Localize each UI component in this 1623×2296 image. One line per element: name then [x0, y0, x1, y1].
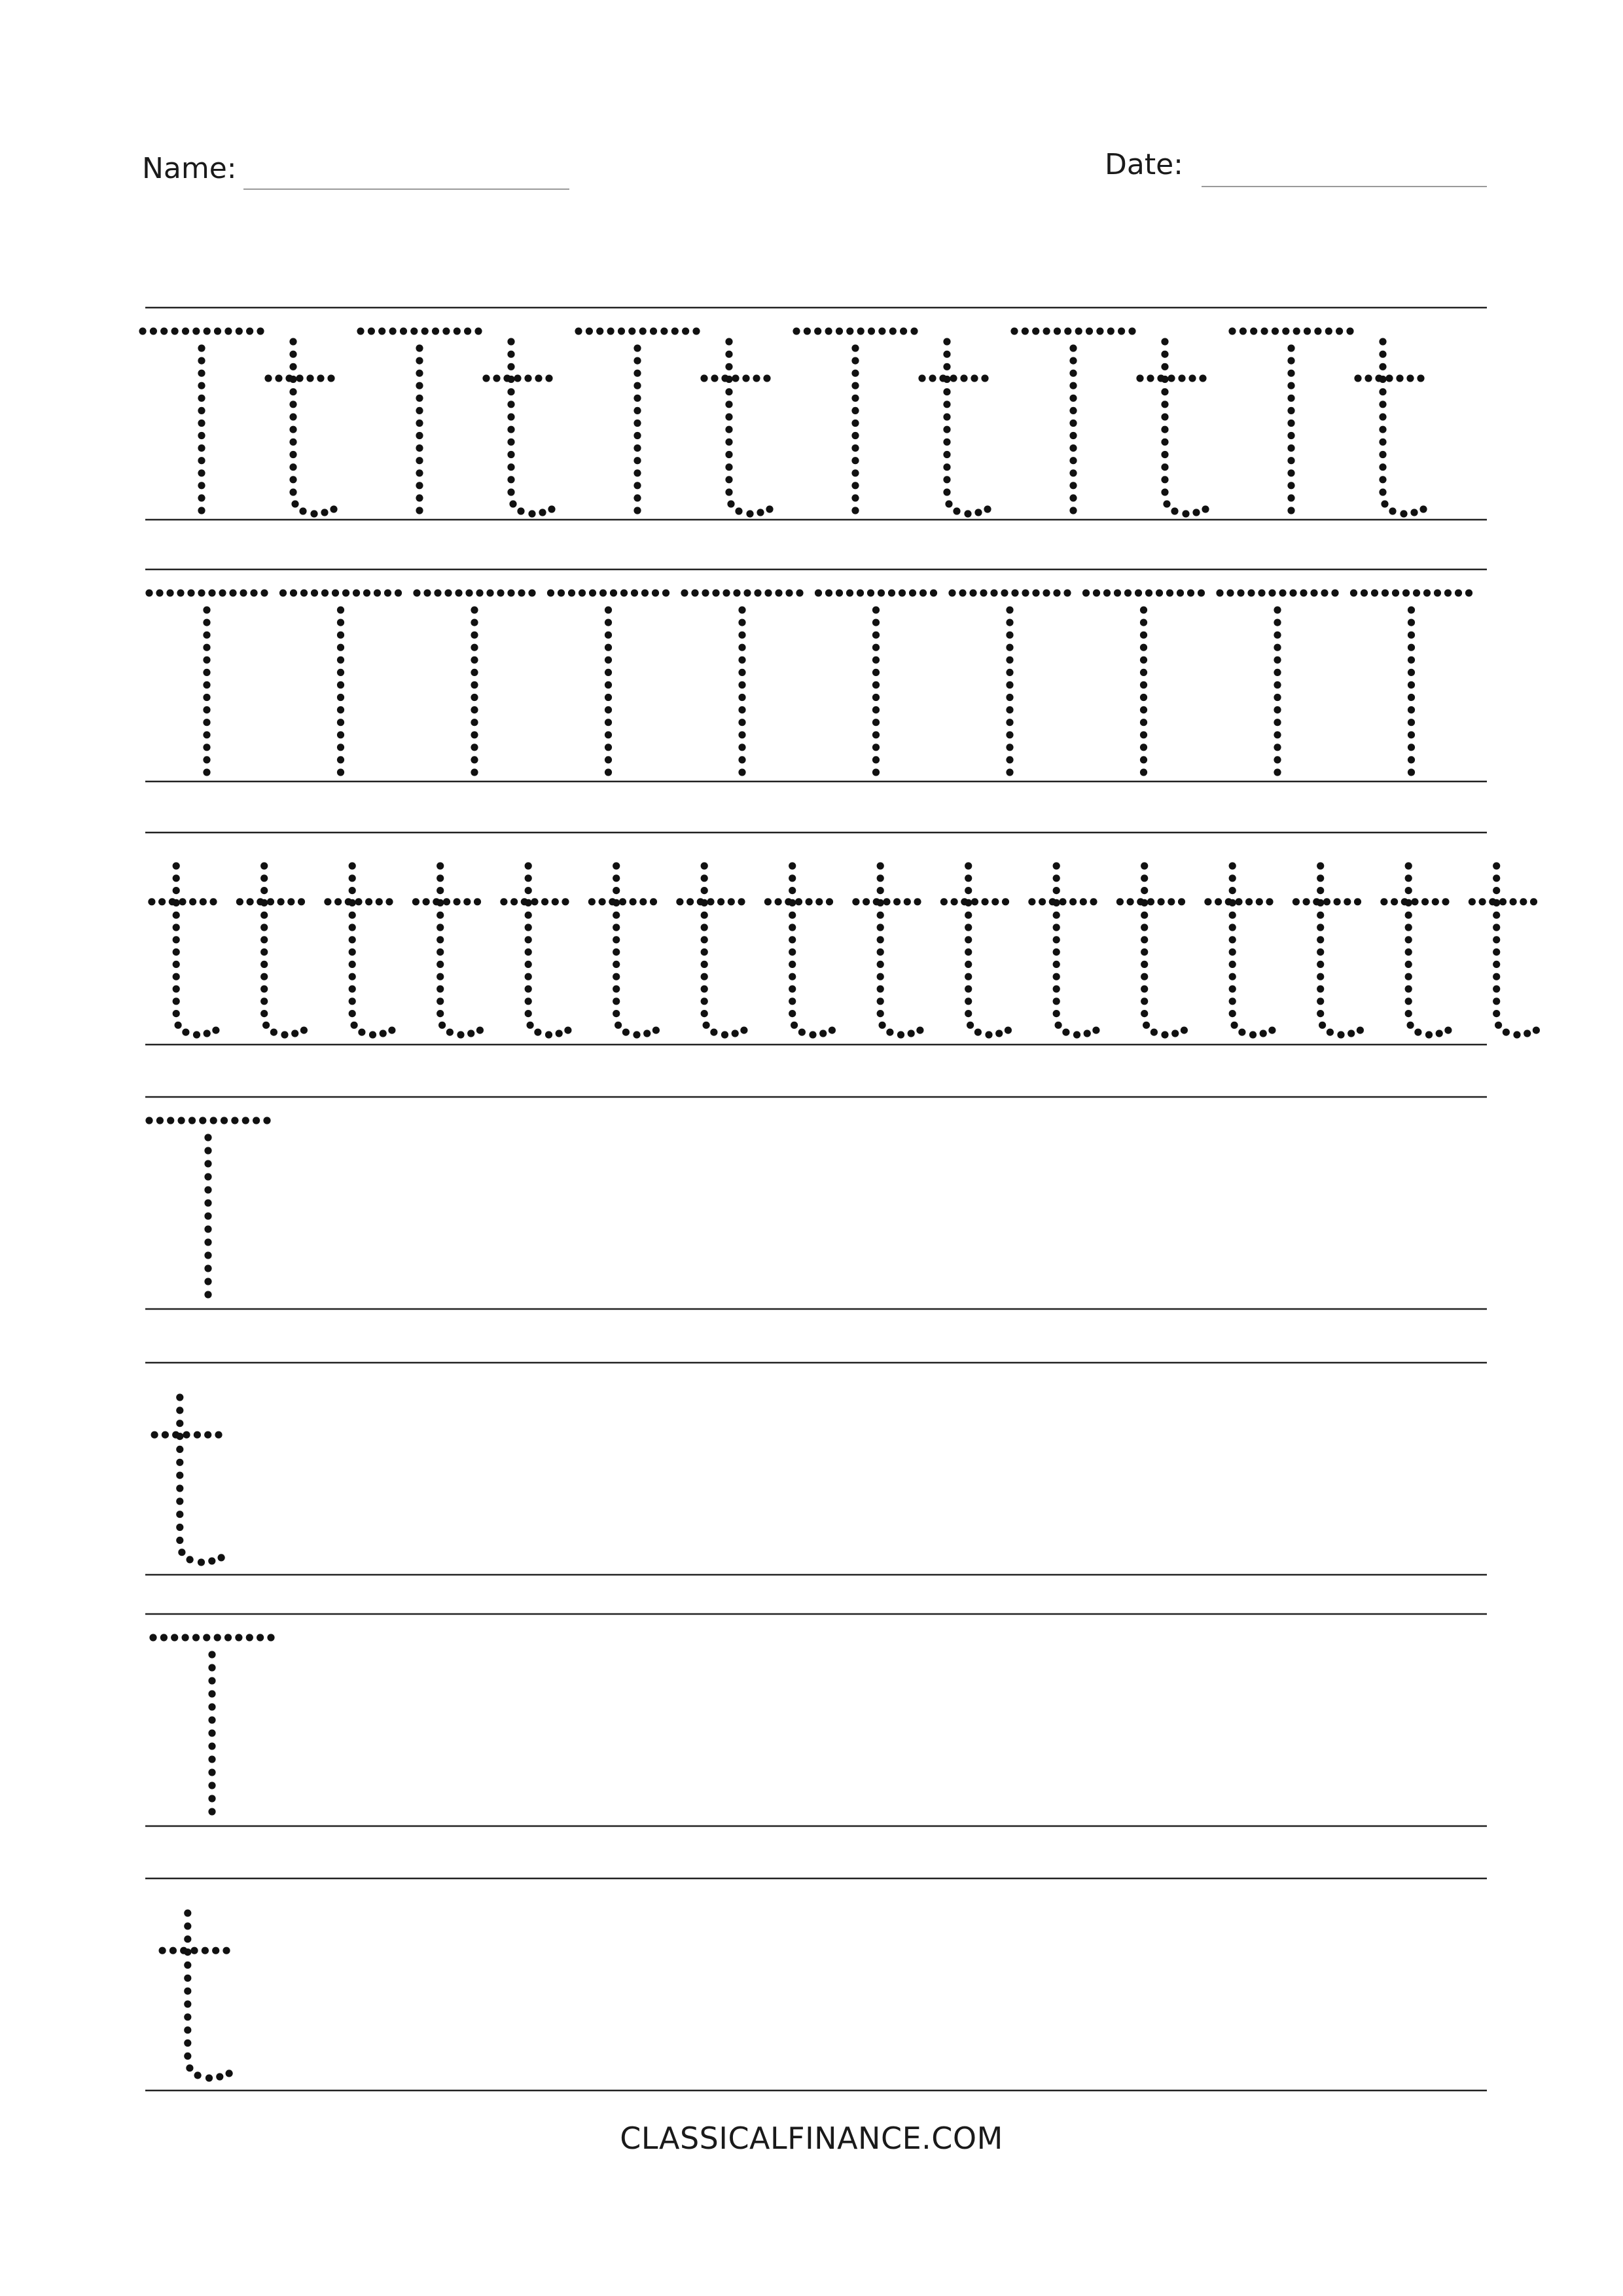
- practice-row: [145, 1878, 1487, 2090]
- dotted-letter-lowercase-t: [1116, 862, 1188, 1038]
- dotted-letter-lowercase-t: [324, 862, 395, 1038]
- practice-row: [145, 1097, 1487, 1309]
- dotted-letter-lowercase-t: [1293, 862, 1364, 1038]
- dotted-letter-lowercase-t: [1469, 862, 1540, 1038]
- dotted-letter-lowercase-t: [700, 338, 773, 517]
- dotted-letter-lowercase-t: [1136, 338, 1209, 517]
- dotted-letter-lowercase-t: [500, 862, 571, 1038]
- dotted-letter-lowercase-t: [588, 862, 660, 1038]
- practice-row: [145, 1363, 1487, 1575]
- dotted-letter-uppercase-t: [681, 589, 803, 776]
- dotted-letter-lowercase-t: [852, 862, 923, 1038]
- dotted-letter-uppercase-t: [139, 327, 264, 514]
- dotted-letter-lowercase-t: [236, 862, 308, 1038]
- dotted-letter-uppercase-t: [1216, 589, 1338, 776]
- dotted-letter-uppercase-t: [413, 589, 535, 776]
- dotted-letter-uppercase-t: [149, 1634, 274, 1815]
- dotted-letter-lowercase-t: [940, 862, 1012, 1038]
- dotted-letter-uppercase-t: [1228, 327, 1353, 514]
- dotted-letter-uppercase-t: [145, 1117, 270, 1298]
- dotted-letter-uppercase-t: [815, 589, 937, 776]
- dotted-letter-lowercase-t: [1380, 862, 1452, 1038]
- name-label: Name:: [142, 152, 237, 185]
- dotted-letter-uppercase-t: [279, 589, 402, 776]
- dotted-letter-uppercase-t: [793, 327, 918, 514]
- dotted-letter-uppercase-t: [1082, 589, 1205, 776]
- dotted-letter-lowercase-t: [918, 338, 991, 517]
- dotted-letter-lowercase-t: [159, 1909, 233, 2081]
- dotted-letter-lowercase-t: [148, 862, 219, 1038]
- date-label: Date:: [1105, 148, 1183, 181]
- dotted-letter-lowercase-t: [1204, 862, 1275, 1038]
- dotted-letter-uppercase-t: [575, 327, 700, 514]
- dotted-letter-uppercase-t: [547, 589, 669, 776]
- practice-row: [145, 569, 1487, 781]
- dotted-letter-lowercase-t: [482, 338, 555, 517]
- footer-site: CLASSICALFINANCE.COM: [620, 2121, 1003, 2156]
- dotted-letter-lowercase-t: [676, 862, 747, 1038]
- dotted-letter-lowercase-t: [1028, 862, 1099, 1038]
- practice-row: [139, 308, 1487, 520]
- dotted-letter-lowercase-t: [1354, 338, 1427, 517]
- dotted-letter-lowercase-t: [764, 862, 836, 1038]
- dotted-letter-uppercase-t: [948, 589, 1071, 776]
- dotted-letter-lowercase-t: [151, 1393, 225, 1566]
- practice-row: [145, 833, 1540, 1045]
- dotted-letter-uppercase-t: [1010, 327, 1135, 514]
- dotted-letter-uppercase-t: [145, 589, 268, 776]
- dotted-letter-uppercase-t: [357, 327, 482, 514]
- dotted-letter-lowercase-t: [264, 338, 337, 517]
- practice-row: [145, 1614, 1487, 1826]
- dotted-letter-lowercase-t: [412, 862, 484, 1038]
- dotted-letter-uppercase-t: [1350, 589, 1472, 776]
